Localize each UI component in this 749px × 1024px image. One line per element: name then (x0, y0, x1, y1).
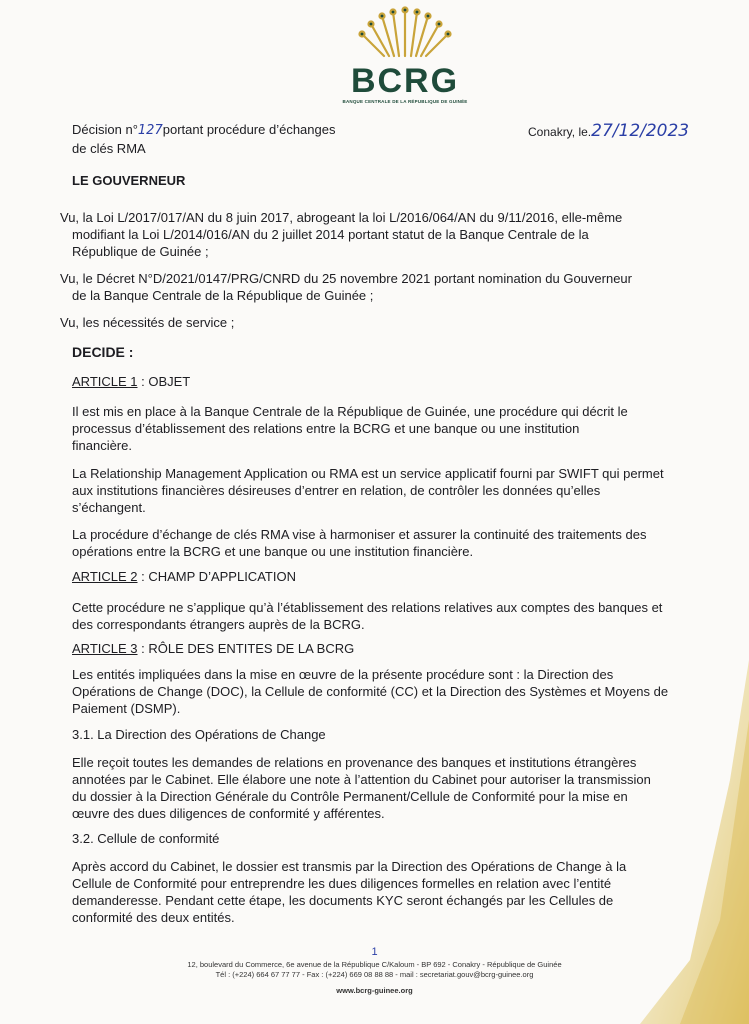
decision-prefix: Décision n° (72, 122, 138, 137)
article-1-subject: : OBJET (137, 374, 191, 389)
objet-p3-line2: opérations entre la BCRG et une banque ou une institution financière. (72, 544, 474, 559)
objet-p2-line3: s’échangent. (72, 500, 146, 515)
page-number: 1 (371, 946, 378, 958)
cc-line4: conformité des deux entités. (72, 910, 235, 925)
footer-contact: Tél : (+224) 664 67 77 77 - Fax : (+224) 669 08 88 88 - mail : secretariat.gouv@bcrg-guinee.org (215, 970, 534, 979)
objet-p1-line2: processus d’établissement des relations entre la BCRG et une banque ou une institution (72, 421, 580, 436)
footer-website[interactable]: www.bcrg-guinee.org (336, 986, 413, 995)
objet-p2-line1: La Relationship Management Application ou RMA est un service applicatif fourni par SWIFT qui permet (72, 466, 664, 481)
article-2-title: ARTICLE 2 (72, 569, 138, 584)
doc-line4: œuvre des dues diligences de conformité y afférentes. (72, 806, 385, 821)
role-line3: Paiement (DSMP). (72, 701, 181, 716)
bcrg-emblem-icon (352, 6, 458, 60)
article-2-heading (72, 569, 296, 585)
role-line2: Opérations de Change (DOC), la Cellule de conformité (CC) et la Direction des Systèmes et Moyens de (72, 684, 669, 699)
decision-line2: de clés RMA (72, 141, 146, 156)
article-1-heading (72, 374, 190, 390)
doc-line2: annotées par le Cabinet. Elle élabore une note à l’attention du Cabinet pour autoriser la transmission (72, 772, 651, 787)
vu-loi-line2: modifiant la Loi L/2014/016/AN du 2 juillet 2014 portant statut de la Banque Centrale de la (72, 227, 589, 242)
decide-heading: DECIDE : (72, 344, 134, 360)
article-1-title: ARTICLE 1 (72, 374, 138, 389)
article-3-subject: : RÔLE DES ENTITES DE LA BCRG (137, 641, 355, 656)
footer-address: 12, boulevard du Commerce, 6e avenue de la République C/Kaloum - BP 692 - Conakry - République de Guinée (187, 960, 562, 969)
logo-text: BCRG (350, 62, 460, 100)
handwritten-date: 27/12/2023 (591, 121, 690, 141)
objet-p1-line3: financière. (72, 438, 132, 453)
doc-line1: Elle reçoit toutes les demandes de relations en provenance des banques et institutions étrangères (72, 755, 637, 770)
role-line1: Les entités impliquées dans la mise en œuvre de la présente procédure sont : la Direction des (72, 667, 614, 682)
gouverneur-heading: LE GOUVERNEUR (72, 173, 186, 188)
vu-loi-line3: République de Guinée ; (72, 244, 209, 259)
cc-line1: Après accord du Cabinet, le dossier est transmis par la Direction des Opérations de Change à la (72, 859, 627, 874)
vu-decret-line1: Vu, le Décret N°D/2021/0147/PRG/CNRD du 25 novembre 2021 portant nomination du Gouverneur (60, 271, 632, 286)
decision-title (72, 121, 335, 158)
bcrg-logo (330, 6, 480, 106)
vu-necessites: Vu, les nécessités de service ; (60, 315, 235, 330)
place-date (528, 121, 689, 141)
section-3-1-heading: 3.1. La Direction des Opérations de Change (72, 727, 326, 742)
cc-line3: demanderesse. Pendant cette étape, les documents KYC seront échangés par les Cellules de (72, 893, 614, 908)
objet-p3-line1: La procédure d’échange de clés RMA vise à harmoniser et assurer la continuité des traitements des (72, 527, 647, 542)
vu-loi-line1: Vu, la Loi L/2017/017/AN du 8 juin 2017, abrogeant la loi L/2016/064/AN du 9/11/2016, elle-même (60, 210, 623, 225)
decision-suffix: portant procédure d’échanges (162, 122, 336, 137)
vu-decret-line2: de la Banque Centrale de la République de Guinée ; (72, 288, 374, 303)
article-2-subject: : CHAMP D’APPLICATION (137, 569, 296, 584)
decision-number: 127 (137, 123, 163, 138)
objet-p2-line2: aux institutions financières désireuses d’entrer en relation, de contrôler les données qu’elles (72, 483, 601, 498)
place-prefix: Conakry, le. (528, 125, 592, 139)
objet-p1-line1: Il est mis en place à la Banque Centrale de la République de Guinée, une procédure qui décrit le (72, 404, 628, 419)
section-3-2-heading: 3.2. Cellule de conformité (72, 831, 220, 846)
article-3-title: ARTICLE 3 (72, 641, 138, 656)
cc-line2: Cellule de Conformité pour entreprendre les dues diligences formelles en relation avec l’entité (72, 876, 612, 891)
article-3-heading (72, 641, 354, 657)
champ-line1: Cette procédure ne s’applique qu’à l’établissement des relations relatives aux comptes des banques et (72, 600, 663, 615)
doc-line3: du dossier à la Direction Générale du Contrôle Permanent/Cellule de Conformité pour la mise en (72, 789, 628, 804)
logo-subtitle: BANQUE CENTRALE DE LA RÉPUBLIQUE DE GUINÉE (342, 99, 468, 104)
champ-line2: des correspondants étrangers auprès de la BCRG. (72, 617, 365, 632)
